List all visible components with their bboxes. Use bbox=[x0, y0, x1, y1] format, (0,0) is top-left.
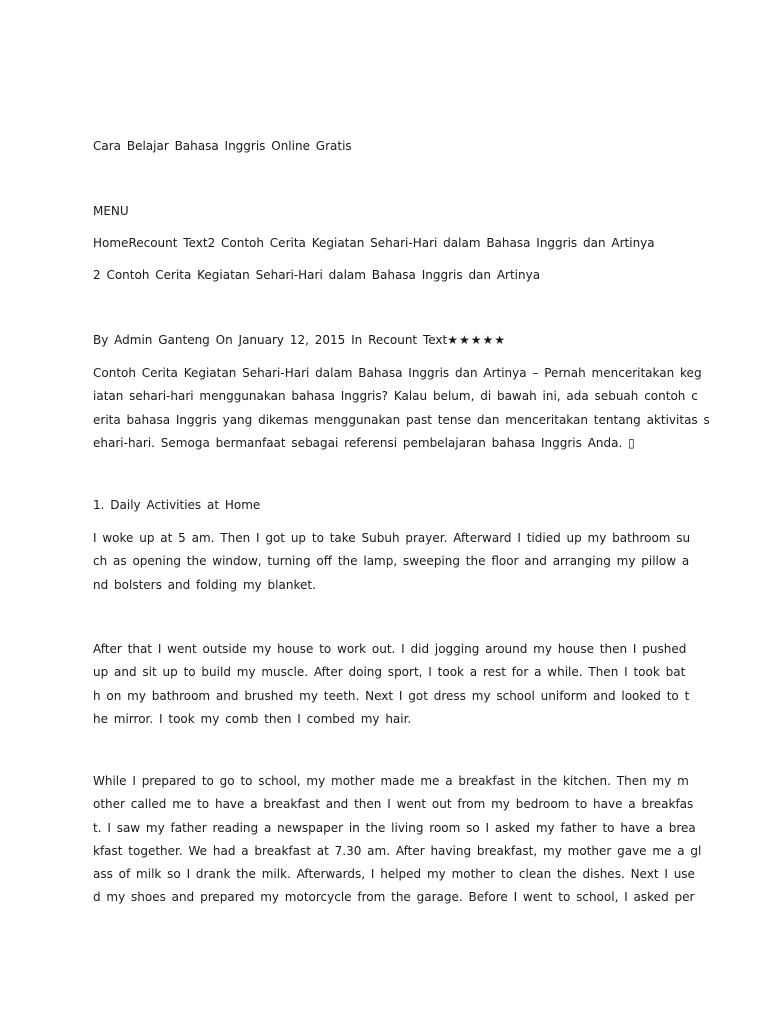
text-line: other called me to have a breakfast and then I went out from my bedroom to have a breakfas bbox=[93, 797, 694, 812]
text-line: up and sit up to build my muscle. After doing sport, I took a rest for a while. Then I took bat bbox=[93, 665, 686, 680]
text-line: I woke up at 5 am. Then I got up to take Subuh prayer. Afterward I tidied up my bathroom su bbox=[93, 531, 691, 545]
text-line: Contoh Cerita Kegiatan Sehari-Hari dalam Bahasa Inggris dan Artinya – Pernah menceritakan keg bbox=[93, 366, 702, 380]
breadcrumb-current: 2 Contoh Cerita Kegiatan Sehari-Hari dalam Bahasa Inggris dan Artinya bbox=[207, 236, 655, 250]
text-line: t. I saw my father reading a newspaper in the living room so I asked my father to have a brea bbox=[93, 820, 696, 835]
article-title: 2 Contoh Cerita Kegiatan Sehari-Hari dalam Bahasa Inggris dan Artinya bbox=[93, 268, 541, 282]
site-title[interactable]: Cara Belajar Bahasa Inggris Online Gratis bbox=[93, 139, 352, 153]
text-line: After that I went outside my house to work out. I did jogging around my house then I pushed bbox=[93, 642, 687, 656]
rating-stars-icon[interactable]: ★★★★★ bbox=[447, 333, 507, 347]
body-paragraph-3 bbox=[93, 770, 702, 910]
text-line: ehari-hari. Semoga bermanfaat sebagai referensi pembelajaran bahasa Inggris Anda. ▯ bbox=[93, 435, 635, 450]
body-paragraph-1 bbox=[93, 527, 691, 597]
meta-category-link[interactable]: Recount Text bbox=[368, 333, 448, 347]
intro-paragraph bbox=[93, 362, 710, 455]
meta-date: January 12, 2015 bbox=[238, 333, 346, 347]
menu-button[interactable]: MENU bbox=[93, 204, 129, 218]
text-line: erita bahasa Inggris yang dikemas menggunakan past tense dan menceritakan tentang aktivitas s bbox=[93, 412, 710, 427]
text-line: ch as opening the window, turning off the lamp, sweeping the floor and arranging my pillow a bbox=[93, 554, 690, 569]
meta-by-label: By bbox=[93, 333, 109, 347]
text-line: kfast together. We had a breakfast at 7.30 am. After having breakfast, my mother gave me a gl bbox=[93, 843, 702, 858]
section-heading: 1. Daily Activities at Home bbox=[93, 498, 261, 512]
meta-on-label: On bbox=[215, 333, 233, 347]
text-line: While I prepared to go to school, my mother made me a breakfast in the kitchen. Then my m bbox=[93, 774, 689, 788]
meta-author-link[interactable]: Admin Ganteng bbox=[114, 333, 210, 347]
text-line: he mirror. I took my comb then I combed my hair. bbox=[93, 711, 412, 726]
text-line: h on my bathroom and brushed my teeth. Next I got dress my school uniform and looked to t bbox=[93, 688, 690, 703]
text-line: iatan sehari-hari menggunakan bahasa Inggris? Kalau belum, di bawah ini, ada sebuah contoh c bbox=[93, 389, 698, 404]
body-paragraph-2 bbox=[93, 638, 690, 731]
breadcrumb-category-link[interactable]: Recount Text bbox=[128, 236, 208, 250]
article-meta bbox=[93, 333, 506, 347]
meta-in-label: In bbox=[351, 333, 363, 347]
breadcrumb bbox=[93, 236, 655, 250]
breadcrumb-home-link[interactable]: Home bbox=[93, 236, 129, 250]
text-line: ass of milk so I drank the milk. Afterwards, I helped my mother to clean the dishes. Next I use bbox=[93, 867, 695, 882]
text-line: nd bolsters and folding my blanket. bbox=[93, 577, 316, 592]
text-line: d my shoes and prepared my motorcycle from the garage. Before I went to school, I asked per bbox=[93, 890, 695, 905]
